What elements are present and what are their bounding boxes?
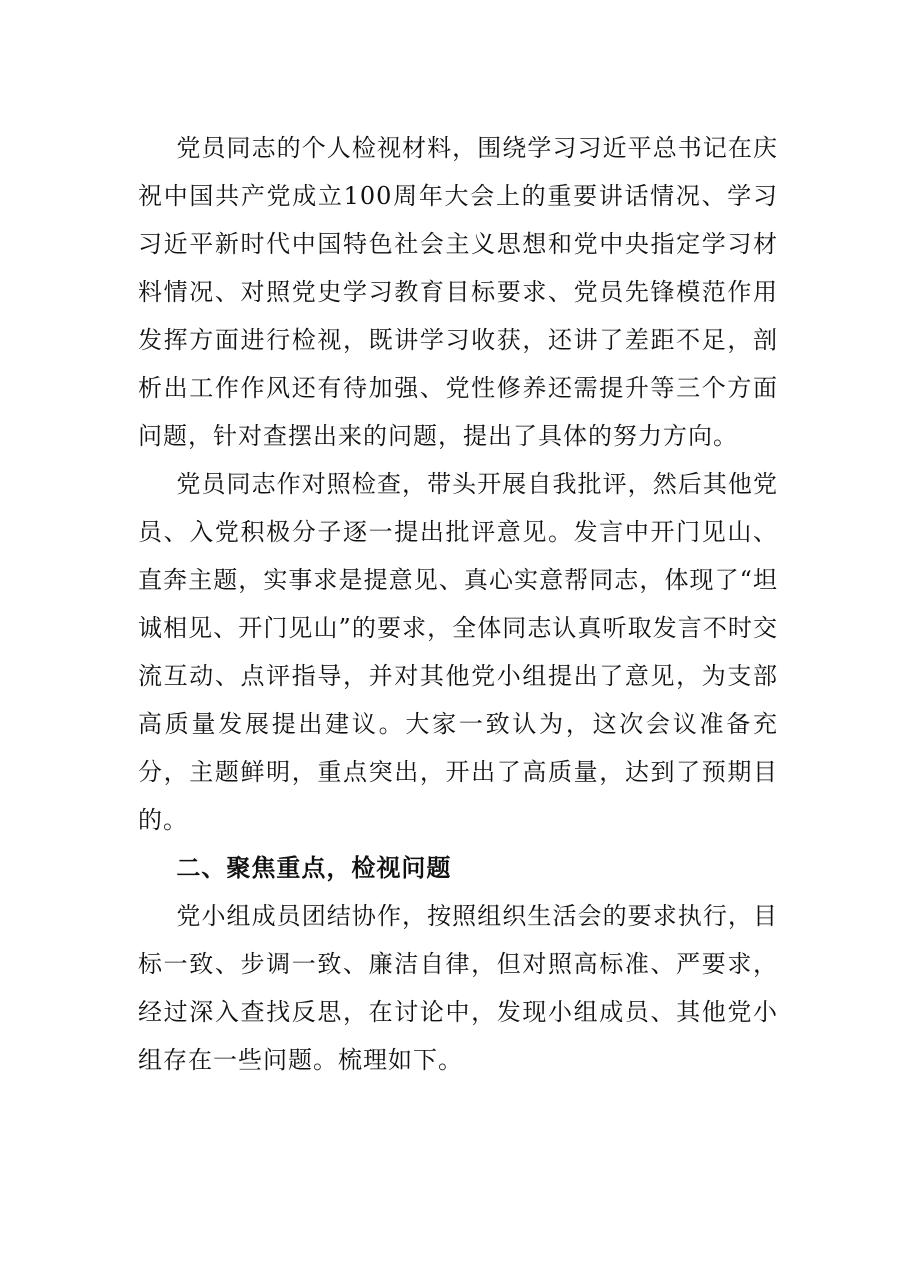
paragraph-self-review: 党员同志的个人检视材料，围绕学习习近平总书记在庆祝中国共产党成立100周年大会上的重要讲话情况、学习习近平新时代中国特色社会主义思想和党中央指定学习材料情况、对照党史学习教育目标要求、党员先锋模范作用发挥方面进行检视，既讲学习收获，还讲了差距不足，剖析出工作作风还有待加强、党性修养还需提升等三个方面问题，针对查摆出来的问题，提出了具体的努力方向。	[138, 134, 778, 450]
paragraph-criticism: 党员同志作对照检查，带头开展自我批评，然后其他党员、入党积极分子逐一提出批评意见。发言中开门见山、直奔主题，实事求是提意见、真心实意帮同志，体现了“坦诚相见、开门见山”的要求，全体同志认真听取发言不时交流互动、点评指导，并对其他党小组提出了意见，为支部高质量发展提出建议。大家一致认为，这次会议准备充分，主题鲜明，重点突出，开出了高质量，达到了预期目的。	[138, 470, 778, 834]
section-heading: 二、聚焦重点，检视问题	[176, 854, 452, 882]
paragraph-section-body: 党小组成员团结协作，按照组织生活会的要求执行，目标一致、步调一致、廉洁自律，但对照高标准、严要求，经过深入查找反思，在讨论中，发现小组成员、其他党小组存在一些问题。梳理如下。	[138, 902, 778, 1074]
document-page	[138, 124, 778, 1084]
